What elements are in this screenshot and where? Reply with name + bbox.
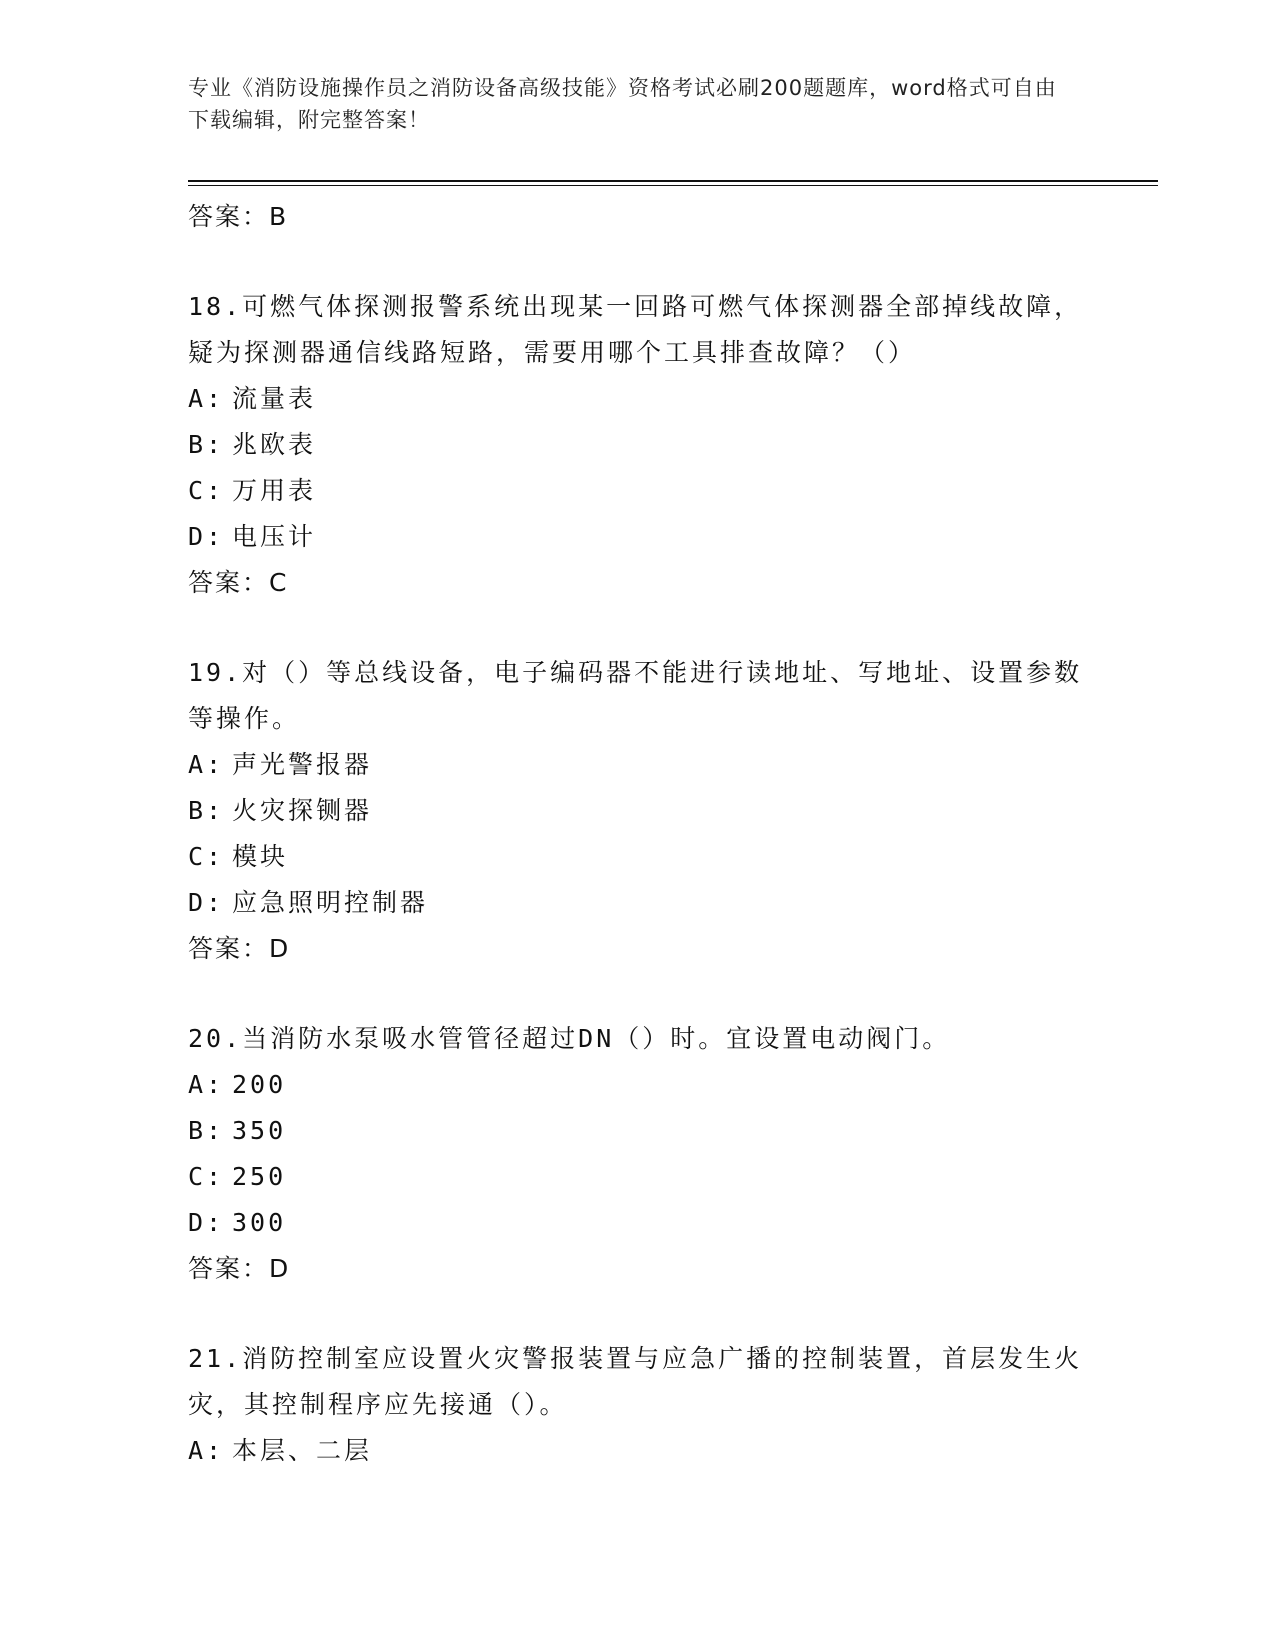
option-b: [188, 422, 1088, 468]
answer-line: 答案：B: [188, 202, 289, 231]
option-text: 万用表: [232, 476, 317, 505]
option-key: B:: [188, 796, 225, 825]
header-divider-thin: [188, 185, 1158, 186]
option-text: 250: [232, 1162, 287, 1191]
option-text: 300: [232, 1208, 287, 1237]
option-key: A:: [188, 1436, 225, 1465]
question-18: [188, 284, 1088, 606]
header-divider-thick: [188, 180, 1158, 182]
question-stem: 19.对（）等总线设备，电子编码器不能进行读地址、写地址、设置参数等操作。: [188, 658, 1083, 733]
option-key: A:: [188, 384, 225, 413]
question-20: [188, 1016, 1088, 1292]
option-key: D:: [188, 522, 225, 551]
option-d: [188, 514, 1088, 560]
option-text: 本层、二层: [232, 1436, 373, 1465]
question-stem: 21.消防控制室应设置火灾警报装置与应急广播的控制装置，首层发生火灾，其控制程序应先接通（）。: [188, 1344, 1083, 1419]
answer-line: 答案：D: [188, 934, 291, 963]
option-a: [188, 376, 1088, 422]
option-c: [188, 468, 1088, 514]
option-text: 应急照明控制器: [232, 888, 429, 917]
option-text: 火灾探铡器: [232, 796, 373, 825]
option-key: D:: [188, 888, 225, 917]
question-stem: 18.可燃气体探测报警系统出现某一回路可燃气体探测器全部掉线故障，疑为探测器通信线路短路，需要用哪个工具排查故障？（）: [188, 292, 1083, 367]
option-key: C:: [188, 476, 225, 505]
option-key: D:: [188, 1208, 225, 1237]
option-text: 兆欧表: [232, 430, 317, 459]
option-a: [188, 742, 1088, 788]
question-list: [188, 188, 1088, 1474]
option-key: B:: [188, 1116, 225, 1145]
option-b: [188, 788, 1088, 834]
option-c: [188, 1154, 1088, 1200]
option-text: 流量表: [232, 384, 317, 413]
option-c: [188, 834, 1088, 880]
option-d: [188, 880, 1088, 926]
option-key: A:: [188, 750, 225, 779]
option-a: [188, 1428, 1088, 1474]
question-stem: 20.当消防水泵吸水管管径超过DN（）时。宜设置电动阀门。: [188, 1024, 951, 1053]
document-header: 专业《消防设施操作员之消防设备高级技能》资格考试必刷200题题库，word格式可自由下载编辑，附完整答案！: [188, 76, 1057, 132]
option-d: [188, 1200, 1088, 1246]
option-text: 模块: [232, 842, 289, 871]
option-text: 声光警报器: [232, 750, 373, 779]
question-21: [188, 1336, 1088, 1474]
option-key: C:: [188, 842, 225, 871]
question-19: [188, 650, 1088, 972]
answer-line: 答案：D: [188, 1254, 291, 1283]
option-key: A:: [188, 1070, 225, 1099]
option-a: [188, 1062, 1088, 1108]
option-text: 电压计: [232, 522, 317, 551]
option-b: [188, 1108, 1088, 1154]
option-text: 350: [232, 1116, 287, 1145]
option-key: C:: [188, 1162, 225, 1191]
option-key: B:: [188, 430, 225, 459]
option-text: 200: [232, 1070, 287, 1099]
answer-line: 答案：C: [188, 568, 289, 597]
